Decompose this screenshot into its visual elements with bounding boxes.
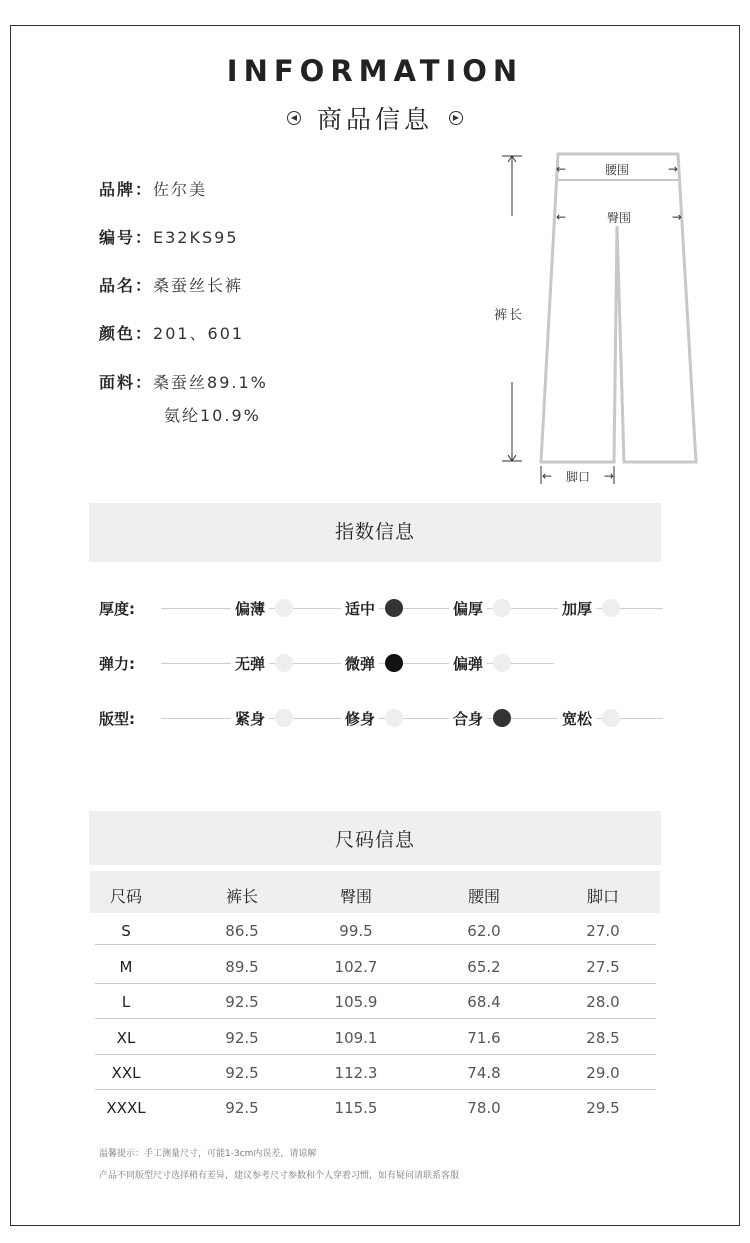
cell-waist: 74.8 bbox=[467, 1064, 501, 1082]
cell-waist: 68.4 bbox=[467, 993, 501, 1011]
thickness-dot-thin bbox=[275, 599, 293, 617]
elasticity-option-stretchy: 偏弹 bbox=[449, 653, 487, 674]
cell-length: 86.5 bbox=[225, 922, 259, 940]
page-title-en: INFORMATION bbox=[226, 54, 524, 88]
cell-hem: 29.0 bbox=[586, 1064, 620, 1082]
cell-size: S bbox=[121, 922, 131, 940]
code-value: E32KS95 bbox=[153, 228, 239, 247]
elasticity-dot-none bbox=[275, 654, 293, 672]
size-section-title: 尺码信息 bbox=[89, 811, 661, 865]
fit-option-slim: 修身 bbox=[341, 708, 379, 729]
color-label: 颜色： bbox=[99, 324, 154, 343]
thickness-option-thin: 偏薄 bbox=[231, 598, 269, 619]
thickness-dot-extra-thick bbox=[602, 599, 620, 617]
code-row bbox=[99, 225, 239, 248]
cell-hip: 102.7 bbox=[334, 958, 378, 976]
fit-option-loose: 宽松 bbox=[558, 708, 596, 729]
cell-hip: 112.3 bbox=[334, 1064, 378, 1082]
cell-hem: 28.5 bbox=[586, 1029, 620, 1047]
waist-label: 腰围 bbox=[604, 162, 629, 177]
cell-hem: 27.5 bbox=[586, 958, 620, 976]
hem-measure bbox=[542, 467, 614, 485]
fabric-label: 面料： bbox=[99, 373, 154, 392]
hip-left-arrow-icon: ← bbox=[556, 210, 567, 224]
hem-right-arrow-icon: → bbox=[603, 469, 614, 483]
table-row bbox=[95, 1020, 656, 1055]
row-divider bbox=[95, 1018, 656, 1019]
header-size: 尺码 bbox=[109, 887, 143, 906]
elasticity-row bbox=[99, 651, 669, 675]
fit-dot-slim bbox=[385, 709, 403, 727]
elasticity-dot-stretchy bbox=[493, 654, 511, 672]
fabric-value-2: 氨纶10.9% bbox=[164, 406, 261, 425]
cell-size: XXXL bbox=[106, 1099, 146, 1117]
cell-waist: 78.0 bbox=[467, 1099, 501, 1117]
cell-hem: 27.0 bbox=[586, 922, 620, 940]
waist-left-arrow-icon: ← bbox=[556, 162, 567, 176]
brand-value: 佐尔美 bbox=[153, 180, 208, 199]
cell-hip: 99.5 bbox=[339, 922, 373, 940]
page-title-cn-row bbox=[0, 100, 750, 136]
code-label: 编号： bbox=[99, 228, 154, 247]
fit-label: 版型: bbox=[99, 710, 135, 728]
fit-option-regular: 合身 bbox=[449, 708, 487, 729]
color-value: 201、601 bbox=[153, 324, 245, 343]
waist-measure bbox=[556, 160, 678, 178]
elasticity-label: 弹力: bbox=[99, 655, 135, 673]
cell-length: 89.5 bbox=[225, 958, 259, 976]
fit-dot-regular bbox=[493, 709, 511, 727]
fit-dot-loose bbox=[602, 709, 620, 727]
page-title-cn: 商品信息 bbox=[316, 105, 433, 134]
cell-hem: 29.5 bbox=[586, 1099, 620, 1117]
fabric-value-1: 桑蚕丝89.1% bbox=[153, 373, 268, 392]
table-row bbox=[95, 913, 656, 948]
circle-left-arrow-icon: ◀ bbox=[287, 111, 301, 125]
cell-waist: 71.6 bbox=[467, 1029, 501, 1047]
fit-row bbox=[99, 706, 669, 730]
circle-right-arrow-icon: ▶ bbox=[449, 111, 463, 125]
cell-size: L bbox=[121, 993, 131, 1011]
table-row bbox=[95, 1055, 656, 1090]
hip-right-arrow-icon: → bbox=[671, 210, 682, 224]
index-section-title: 指数信息 bbox=[89, 503, 661, 562]
header-hem: 脚口 bbox=[586, 887, 620, 906]
name-label: 品名： bbox=[99, 276, 154, 295]
table-row bbox=[95, 949, 656, 984]
brand-label: 品牌： bbox=[99, 180, 154, 199]
cell-size: XXL bbox=[111, 1064, 141, 1082]
cell-length: 92.5 bbox=[225, 1029, 259, 1047]
header-length: 裤长 bbox=[225, 887, 259, 906]
name-value: 桑蚕丝长裤 bbox=[153, 276, 244, 295]
cell-waist: 62.0 bbox=[467, 922, 501, 940]
hem-label: 脚口 bbox=[565, 469, 590, 484]
cell-hem: 28.0 bbox=[586, 993, 620, 1011]
pants-outline bbox=[541, 154, 696, 462]
size-table-header bbox=[90, 871, 660, 913]
fit-note: 产品不同版型尺寸选择稍有差异，建议参考尺寸参数和个人穿着习惯，如有疑问请联系客服 bbox=[99, 1171, 460, 1181]
cell-waist: 65.2 bbox=[467, 958, 501, 976]
fabric-row-2 bbox=[164, 403, 261, 426]
cell-hip: 109.1 bbox=[334, 1029, 378, 1047]
hem-left-arrow-icon: ← bbox=[542, 469, 553, 483]
cell-size: XL bbox=[116, 1029, 136, 1047]
table-row bbox=[95, 984, 656, 1019]
header-hip: 臀围 bbox=[339, 887, 373, 906]
cell-size: M bbox=[119, 958, 133, 976]
elasticity-option-slight: 微弹 bbox=[341, 653, 379, 674]
fabric-row bbox=[99, 370, 268, 393]
cell-length: 92.5 bbox=[225, 1099, 259, 1117]
hip-measure bbox=[556, 208, 682, 226]
thickness-dot-thick bbox=[493, 599, 511, 617]
hip-label: 臀围 bbox=[606, 210, 631, 225]
row-divider bbox=[95, 944, 656, 945]
cell-hip: 105.9 bbox=[334, 993, 378, 1011]
table-row bbox=[95, 1090, 656, 1125]
measure-note: 温馨提示：手工测量尺寸，可能1-3cm内误差，请谅解 bbox=[99, 1149, 317, 1159]
cell-hip: 115.5 bbox=[334, 1099, 378, 1117]
name-row bbox=[99, 273, 243, 296]
thickness-option-medium: 适中 bbox=[341, 598, 379, 619]
brand-row bbox=[99, 177, 207, 200]
thickness-label: 厚度: bbox=[99, 600, 135, 618]
thickness-row bbox=[99, 596, 669, 620]
thickness-option-extra-thick: 加厚 bbox=[558, 598, 596, 619]
fit-dot-tight bbox=[275, 709, 293, 727]
header-waist: 腰围 bbox=[467, 887, 501, 906]
fit-option-tight: 紧身 bbox=[231, 708, 269, 729]
waist-right-arrow-icon: → bbox=[667, 162, 678, 176]
elasticity-dot-slight bbox=[385, 654, 403, 672]
color-row bbox=[99, 321, 244, 344]
thickness-dot-medium bbox=[385, 599, 403, 617]
thickness-option-thick: 偏厚 bbox=[449, 598, 487, 619]
length-label: 裤长 bbox=[494, 308, 525, 323]
cell-length: 92.5 bbox=[225, 993, 259, 1011]
elasticity-option-none: 无弹 bbox=[231, 653, 269, 674]
cell-length: 92.5 bbox=[225, 1064, 259, 1082]
